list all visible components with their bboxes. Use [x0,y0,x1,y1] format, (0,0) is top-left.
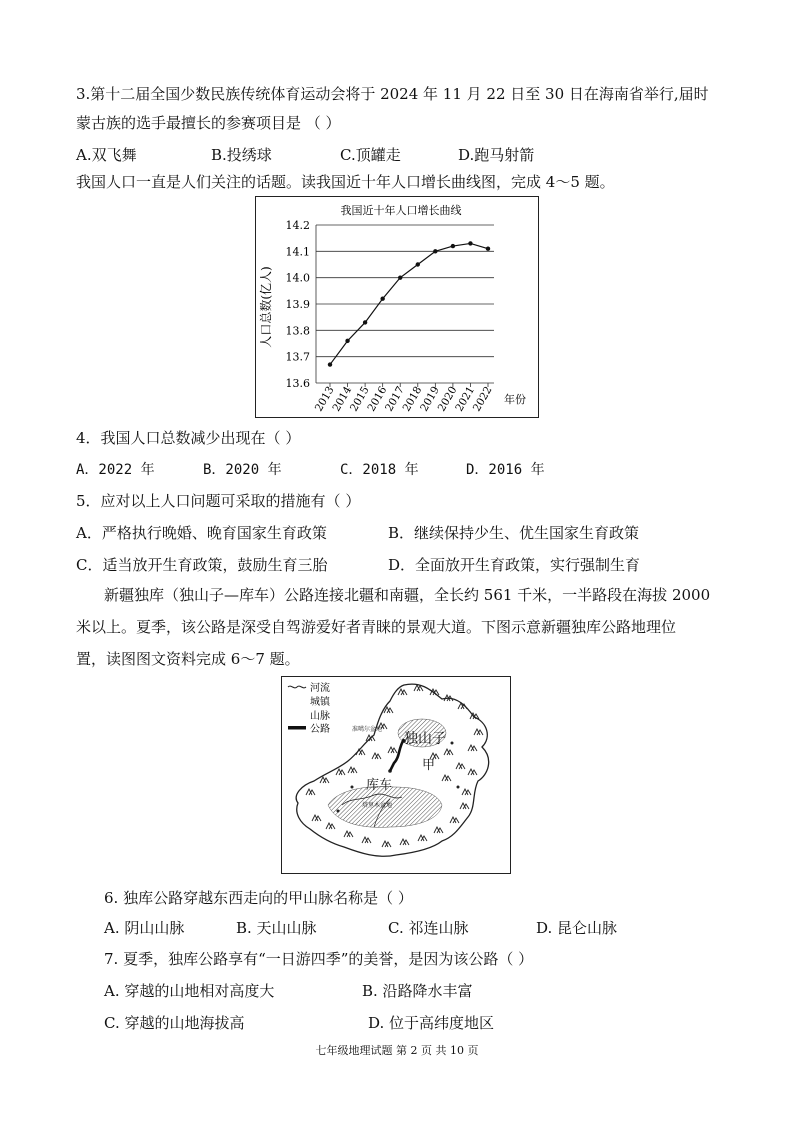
junggar-basin-label: 准噶尔盆地 [352,726,383,733]
chart-y-tick-label: 13.6 [285,377,310,390]
page-footer: 七年级地理试题 第 2 页 共 10 页 [315,1044,479,1057]
chart-point [433,249,437,253]
population-chart-svg [256,197,538,417]
legend-mountain-label: 山脉 [310,711,330,722]
q4-option-c: C．2018 年 [340,462,419,478]
chart-x-tick-label: 2020 [435,384,460,414]
chart-y-tick-label: 13.9 [285,298,310,311]
region-outline [296,684,488,856]
intro-6-7-line3: 置，读图图文资料完成 6～7 题。 [76,650,300,668]
q3-stem-line1: 3.第十二届全国少数民族传统体育运动会将于 2024 年 11 月 22 日至 30 日在海南省举行,届时 [76,85,709,103]
q5-option-d: D．全面放开生育政策，实行强制生育 [388,556,641,574]
chart-y-tick-label: 13.8 [285,324,310,338]
q5-stem: 5．应对以上人口问题可采取的措施有（ ） [76,492,361,510]
legend-road-icon [288,726,306,730]
q7-option-c: C. 穿越的山地海拔高 [104,1014,245,1032]
chart-point [451,244,455,248]
q4-option-d: D．2016 年 [466,462,545,478]
q6-option-b: B. 天山山脉 [236,919,317,937]
dushanzi-label: 独山子 [404,731,446,747]
q3-option-d: D.跑马射箭 [458,146,535,164]
chart-point [363,320,367,324]
q5-option-b: B．继续保持少生、优生国家生育政策 [388,524,640,542]
kuche-label: 库车 [366,778,393,793]
q3-option-a: A.双飞舞 [76,146,137,164]
q6-option-c: C. 祁连山脉 [388,919,469,937]
intro-4-5: 我国人口一直是人们关注的话题。读我国近十年人口增长曲线图，完成 4～5 题。 [76,173,615,191]
q6-option-a: A. 阴山山脉 [104,919,185,937]
chart-x-tick-label: 2018 [400,384,425,414]
chart-point [398,275,402,279]
xinjiang-map-svg [282,677,510,873]
chart-x-tick-label: 2016 [365,384,390,414]
q3-stem-line2: 蒙古族的选手最擅长的参赛项目是 （ ） [76,114,341,132]
intro-6-7-line1: 新疆独库（独山子—库车）公路连接北疆和南疆，全长约 561 千米，一半路段在海拔 2000 [104,586,711,604]
legend-road-label: 公路 [310,724,330,735]
chart-x-tick-label: 2013 [312,384,337,414]
xinjiang-map [281,676,511,874]
chart-x-tick-label: 2014 [330,384,355,414]
q4-option-b: B．2020 年 [203,462,282,478]
chart-point [416,262,420,266]
legend-river-label: 河流 [310,683,330,694]
chart-y-ticks [286,219,311,390]
q3-option-b: B.投绣球 [211,146,272,164]
q7-option-a: A. 穿越的山地相对高度大 [104,982,275,1000]
chart-x-tick-label: 2022 [470,384,495,414]
chart-x-tick-label: 2019 [418,384,442,414]
chart-y-tick-label: 14.2 [285,219,310,232]
chart-y-tick-label: 14.1 [285,245,310,259]
population-chart [255,196,539,418]
chart-point [328,362,332,366]
chart-x-axis-label: 年份 [504,393,526,406]
intro-6-7-line2: 米以上。夏季，该公路是深受自驾游爱好者青睐的景观大道。下图示意新疆独库公路地理位 [76,618,677,636]
duku-highway [390,739,404,771]
chart-y-axis-label: 人口总数(亿人) [259,266,273,348]
q7-option-b: B. 沿路降水丰富 [362,982,473,1000]
jia-mountain-label: 甲 [422,758,436,773]
q6-option-d: D. 昆仑山脉 [536,919,618,937]
chart-title: 我国近十年人口增长曲线 [340,204,462,217]
q4-stem: 4．我国人口总数减少出现在（ ） [76,429,301,447]
chart-gridlines [316,225,494,383]
legend-town-label: 城镇 [310,697,330,708]
chart-point [468,241,472,245]
tarim-basin-label: 塔里木盆地 [362,802,393,809]
chart-x-tick-label: 2021 [453,384,478,414]
chart-y-tick-label: 13.7 [285,350,310,364]
q7-option-d: D. 位于高纬度地区 [368,1014,495,1032]
q5-option-c: C．适当放开生育政策，鼓励生育三胎 [76,556,328,574]
legend-river-icon [288,686,306,688]
q4-option-a: A．2022 年 [76,462,155,478]
chart-y-tick-label: 14.0 [285,271,310,285]
chart-x-tick-label: 2017 [383,384,407,414]
chart-point [486,247,490,251]
chart-point [345,339,349,343]
q5-option-a: A．严格执行晚婚、晚育国家生育政策 [76,524,327,542]
map-legend [288,681,331,735]
chart-point [380,297,384,301]
chart-x-tick-label: 2015 [347,384,372,414]
chart-x-ticks [313,383,495,414]
q6-stem: 6. 独库公路穿越东西走向的甲山脉名称是（ ） [104,889,413,907]
q3-option-c: C.顶罐走 [340,146,401,164]
q7-stem: 7. 夏季，独库公路享有“一日游四季”的美誉，是因为该公路（ ） [104,950,534,968]
